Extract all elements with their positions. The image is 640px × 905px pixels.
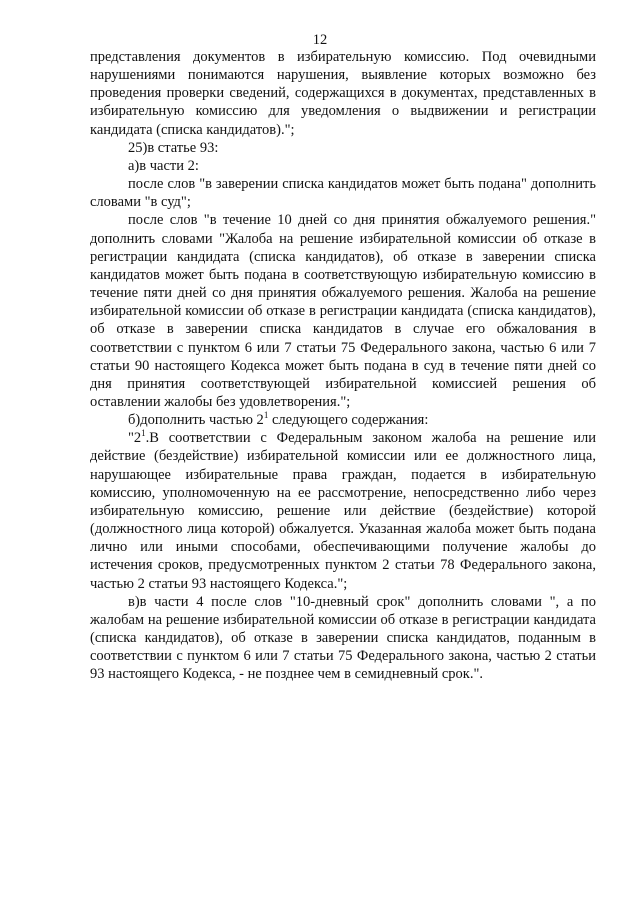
paragraph-add-court: после слов "в заверении списка кандидатов может быть подана" дополнить словами "в суд"; [90, 176, 596, 211]
paragraph-text-after: .В соответствии с Федеральным законом жалоба на решение или действие (бездействие) избирательной комиссии или ее должностного лица, нарушающее избирательные права граждан, подается в избирательную комиссию, уполномоченную на ее рассмотрение, непосредственно либо через избирательную комиссию, решение или действие (бездействие) которой (должностного лица которой) обжалуется. Указанная жалоба может быть подана лично или иными способами, обеспечивающими получение жалобы до истечения сроков, предусмотренных пунктом 2 статьи 78 Федерального закона, частью 2 статьи 93 настоящего Кодекса."; [90, 430, 596, 592]
paragraph-article-93: 25)в статье 93: [128, 139, 219, 156]
paragraph-part-4: в)в части 4 после слов "10-дневный срок" дополнить словами ", а по жалобам на решение избирательной комиссии об отказе в регистрации кандидата (списка кандидатов), об отказе в заверении списка кандидатов, поданным в соответствии с пунктом 6 или 7 статьи 75 Федерального закона, частью 2 статьи 93 настоящего Кодекса, - не позднее чем в семидневный срок.". [90, 593, 596, 683]
paragraph-text-before: б)дополнить частью 2 [128, 412, 264, 429]
page-number: 12 [312, 32, 328, 48]
document-body [90, 48, 596, 683]
paragraph-text-before: "2 [128, 430, 142, 447]
paragraph-part-2: а)в части 2: [128, 157, 199, 174]
paragraph-part-2-1-content [90, 429, 596, 592]
paragraph-continuation: представления документов в избирательную комиссию. Под очевидными нарушениями понимаются нарушения, выявление которых возможно без проведения проверки сведений, содержащихся в документах, представленных в избирательную комиссию для уведомления о выдвижении и регистрации кандидата (списка кандидатов)."; [90, 49, 596, 138]
superscript: 1 [263, 410, 269, 421]
paragraph-text-after: следующего содержания: [268, 412, 429, 429]
paragraph-complaint-deadline: после слов "в течение 10 дней со дня принятия обжалуемого решения." дополнить словами "Жалоба на решение избирательной комиссии об отказе в регистрации кандидата (списка кандидатов), об отказе в заверении списка кандидатов может быть подана в соответствующую избирательную комиссию в течение пяти дней со дня принятия обжалуемого решения. Жалоба на решение избирательной комиссии об отказе в регистрации кандидата (списка кандидатов), об отказе в заверении списка кандидатов в случае его обжалования в соответствии с пунктом 6 или 7 статьи 75 Федерального закона, частью 6 или 7 статьи 90 настоящего Кодекса может быть подана в суд в течение пяти дней со дня принятия соответствующей избирательной комиссией решения об оставлении жалобы без удовлетворения."; [90, 212, 596, 410]
superscript: 1 [141, 428, 146, 439]
paragraph-add-part-2-1 [90, 411, 596, 429]
